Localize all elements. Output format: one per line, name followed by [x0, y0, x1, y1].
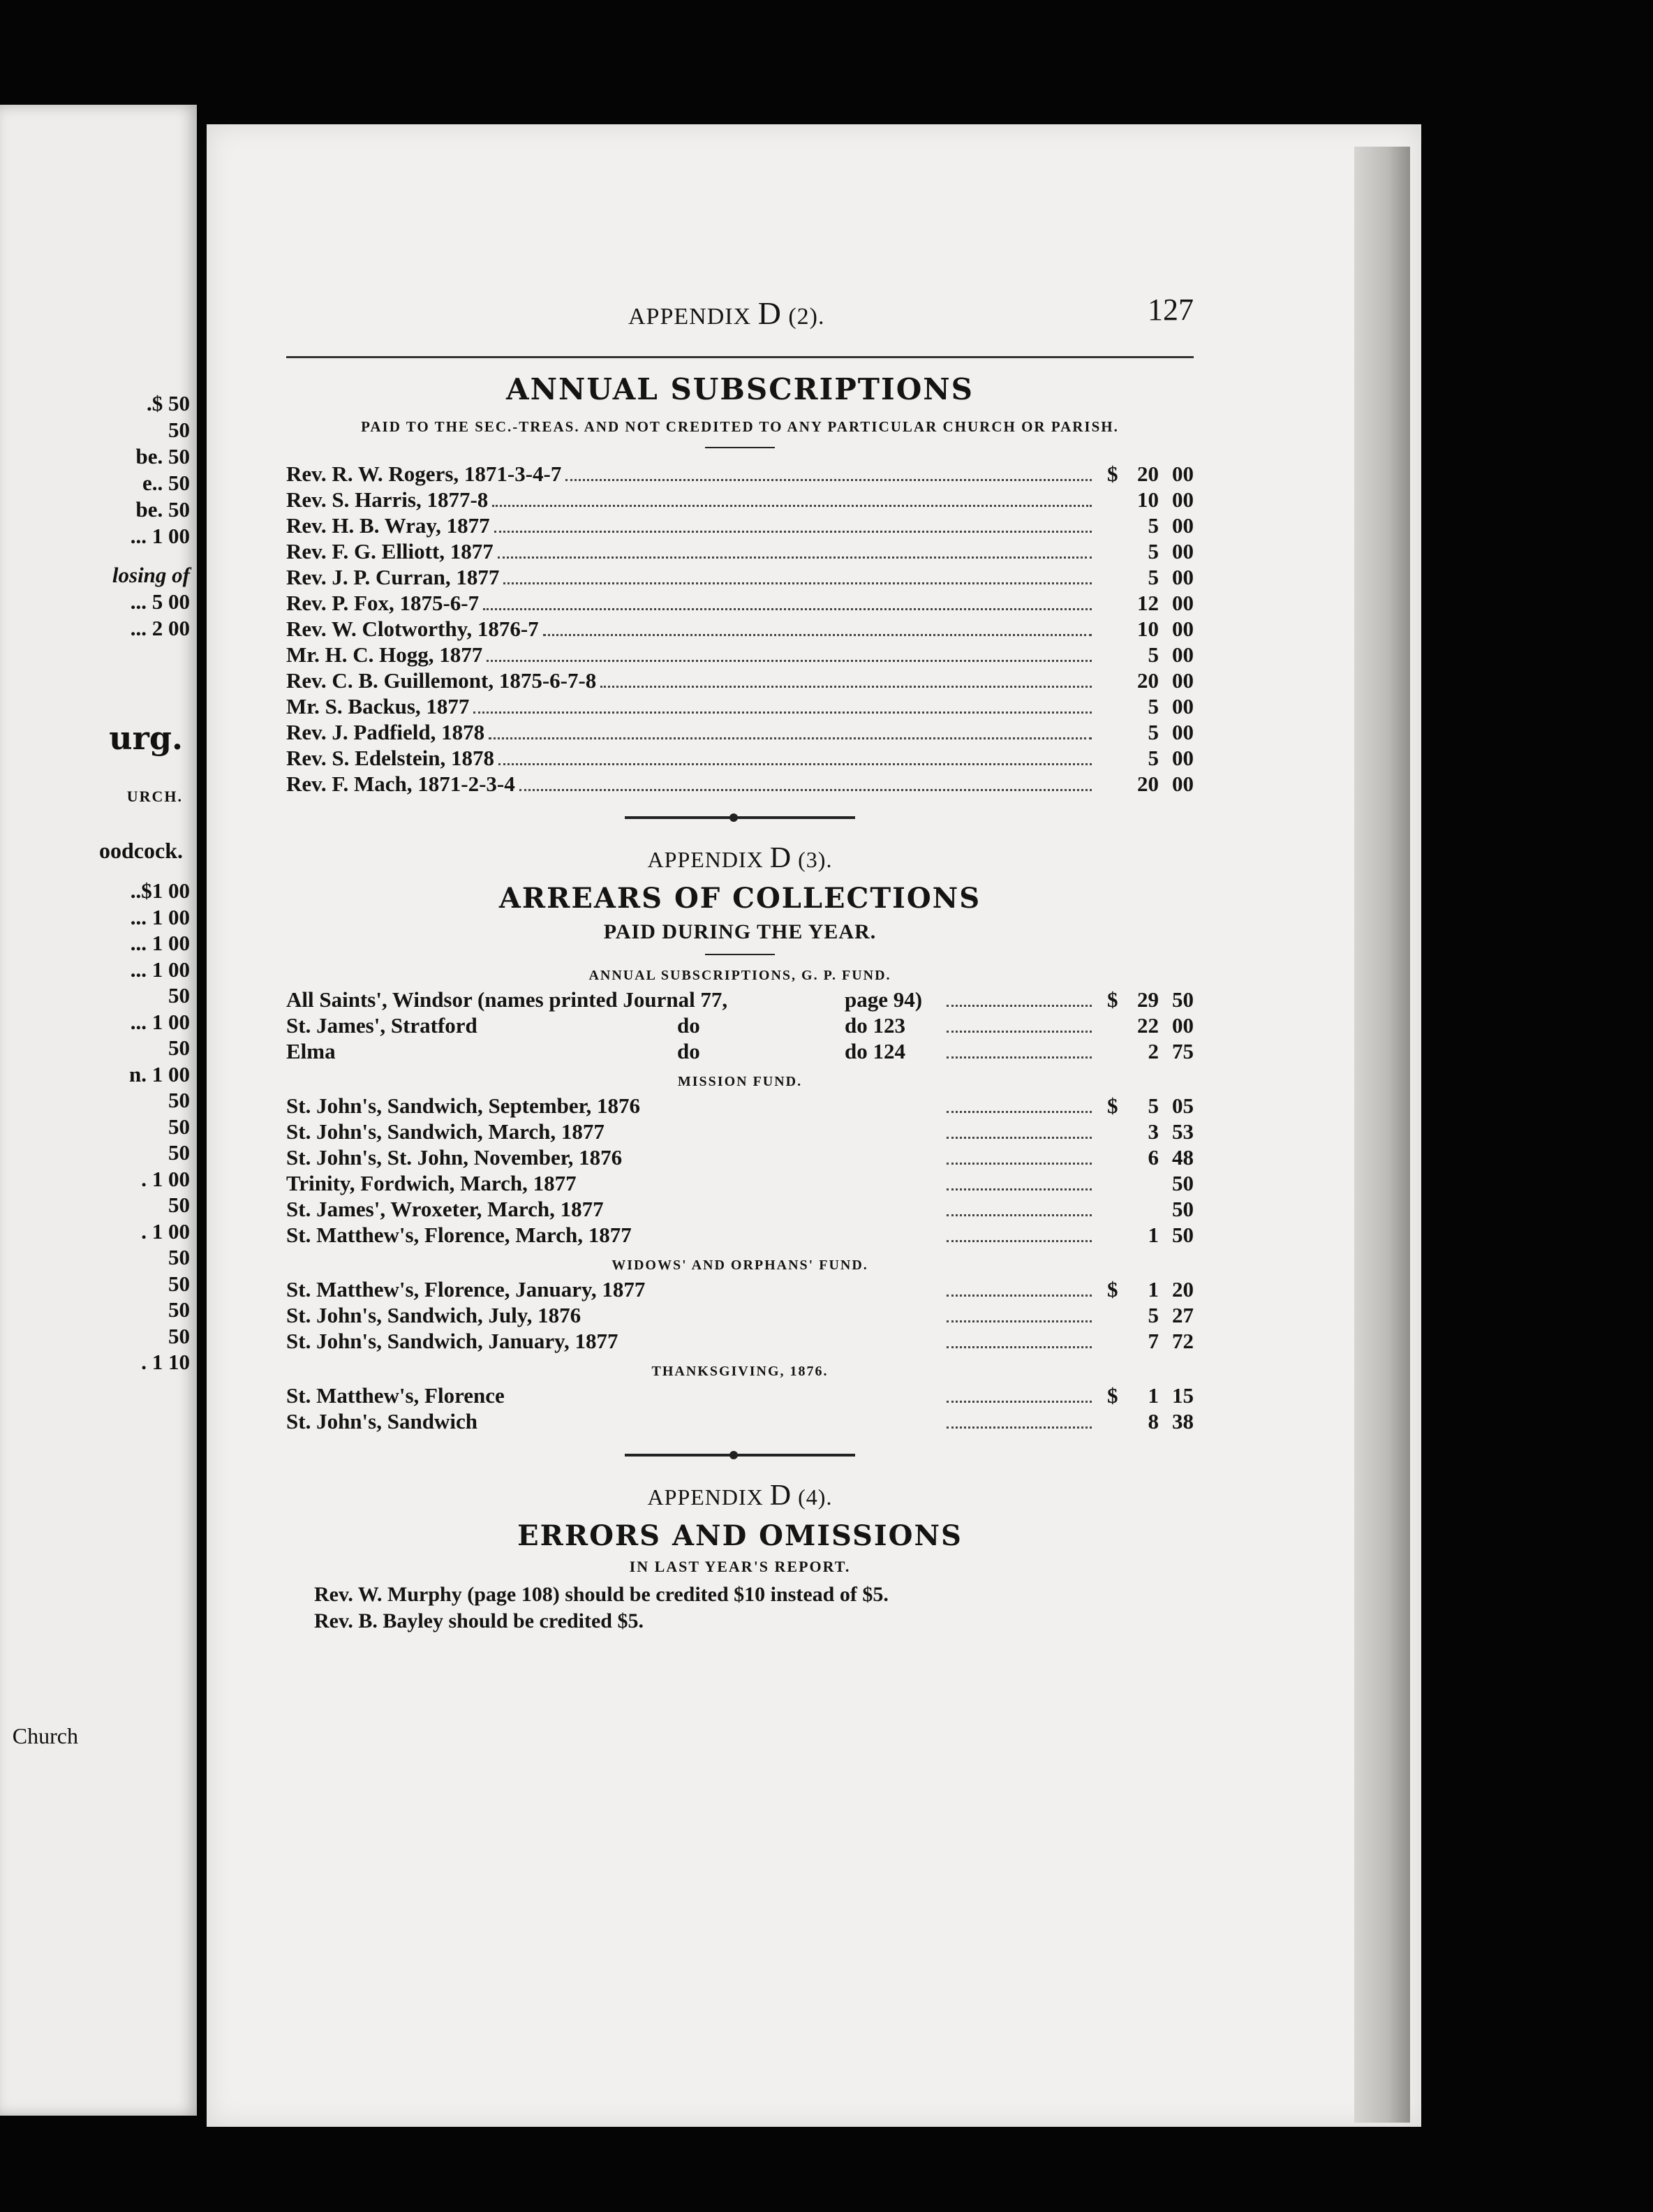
leader-dots	[947, 1413, 1092, 1429]
left-page-church-label: URCH.	[126, 788, 183, 805]
entry-amount	[1096, 1038, 1194, 1064]
list-item	[286, 1382, 1194, 1408]
leader-dots	[498, 749, 1092, 765]
leader-dots	[494, 517, 1092, 533]
leader-dots	[519, 775, 1092, 791]
entry-dollars: 1	[1148, 1277, 1159, 1302]
entry-dollars: 10	[1137, 487, 1159, 512]
leader-dots	[947, 1226, 1092, 1242]
entry-ditto: do	[677, 1039, 700, 1063]
list-item	[286, 1170, 1194, 1196]
running-header-title	[628, 295, 825, 332]
entry-label-group	[286, 1038, 942, 1064]
entry-name: Rev. R. W. Rogers, 1871-3-4-7	[286, 462, 562, 486]
list-item	[286, 1119, 1194, 1144]
running-header-appendix-letter: D	[757, 295, 782, 331]
arrears-subtitle: PAID DURING THE YEAR.	[603, 920, 877, 943]
entry-amount	[1096, 771, 1194, 797]
list-item	[286, 1302, 1194, 1328]
entry-cents: 00	[1172, 1013, 1194, 1038]
entry-cents: 05	[1172, 1093, 1194, 1118]
entry-dollars: 1	[1148, 1383, 1159, 1408]
leader-dots	[947, 1017, 1092, 1033]
entry-name: St. Matthew's, Florence	[286, 1383, 505, 1408]
entry-cents: 00	[1172, 513, 1194, 538]
dollar-sign: $	[1107, 1093, 1118, 1118]
leader-dots	[947, 991, 1092, 1007]
entry-name: St. John's, Sandwich, September, 1876	[286, 1093, 641, 1118]
left-page-line: 50	[168, 983, 190, 1008]
mission-fund-list	[286, 1093, 1194, 1248]
list-item	[286, 1276, 1194, 1302]
entry-cents: 50	[1172, 1171, 1194, 1195]
entry-name: St. John's, St. John, November, 1876	[286, 1145, 623, 1170]
left-page-line: 50	[168, 1140, 190, 1165]
left-page-line: 50	[168, 1035, 190, 1060]
left-page-line: ..$1 00	[130, 878, 190, 903]
leader-dots	[947, 1387, 1092, 1403]
entry-name: Rev. W. Clotworthy, 1876-7	[286, 617, 539, 641]
leader-dots	[947, 1332, 1092, 1348]
entry-name: St. Matthew's, Florence, March, 1877	[286, 1223, 632, 1247]
left-page-line: 50	[168, 1245, 190, 1269]
running-header	[286, 286, 1194, 335]
entry-cents: 00	[1172, 694, 1194, 718]
entry-name: Rev. F. G. Elliott, 1877	[286, 539, 494, 563]
list-item	[286, 513, 1194, 538]
short-rule	[705, 954, 775, 955]
entry-name: St. Matthew's, Florence, January, 1877	[286, 1277, 646, 1302]
left-facing-page	[0, 105, 197, 2116]
leader-dots	[489, 723, 1092, 739]
left-page-line: 50	[168, 1271, 190, 1296]
annual-subscriptions-list	[286, 461, 1194, 797]
widows-fund-heading: WIDOWS' AND ORPHANS' FUND.	[611, 1258, 868, 1273]
left-page-line: ... 1 00	[130, 1009, 190, 1034]
entry-dollars: 5	[1148, 1303, 1159, 1327]
entry-cents: 50	[1172, 1223, 1194, 1247]
list-item	[286, 1328, 1194, 1354]
entry-name: St. John's, Sandwich	[286, 1409, 477, 1433]
left-page-line: be. 50	[135, 497, 190, 522]
left-page-line: ... 5 00	[130, 589, 190, 614]
leader-dots	[503, 568, 1092, 584]
entry-dollars: 5	[1148, 642, 1159, 667]
left-page-heading: urg.	[109, 719, 183, 757]
entry-name: Rev. J. Padfield, 1878	[286, 720, 485, 744]
list-item	[286, 771, 1194, 797]
entry-name: All Saints', Windsor (names printed Journal 77,	[286, 987, 728, 1012]
list-item	[286, 1093, 1194, 1119]
entry-dollars: 5	[1148, 513, 1159, 538]
entry-amount	[1096, 693, 1194, 719]
entry-dollars: 6	[1148, 1145, 1159, 1170]
entry-amount	[1096, 461, 1194, 487]
entry-dollars: 5	[1148, 565, 1159, 589]
left-page-line: ... 1 00	[130, 957, 190, 982]
entry-amount	[1096, 487, 1194, 513]
entry-amount	[1096, 1328, 1194, 1354]
entry-dollars: 8	[1148, 1409, 1159, 1433]
entry-amount	[1096, 1408, 1194, 1434]
left-page-line: ... 2 00	[130, 616, 190, 640]
appendix-d3-num: (3).	[798, 847, 833, 872]
entry-amount	[1096, 1196, 1194, 1222]
dollar-sign: $	[1107, 1277, 1118, 1302]
left-page-line: 50	[168, 1297, 190, 1322]
left-page-line: 50	[168, 1323, 190, 1348]
entry-cents: 00	[1172, 462, 1194, 486]
entry-dollars: 29	[1137, 987, 1159, 1012]
entry-ditto: do	[677, 1013, 700, 1038]
left-page-line: 50	[168, 1193, 190, 1217]
left-page-line: . 1 00	[141, 1218, 190, 1244]
list-item	[286, 1222, 1194, 1248]
gp-fund-list	[286, 987, 1194, 1064]
list-item	[286, 1038, 1194, 1064]
entry-name: St. John's, Sandwich, January, 1877	[286, 1329, 618, 1353]
entry-reference: do 124	[845, 1039, 905, 1063]
entry-dollars: 5	[1148, 746, 1159, 770]
leader-dots	[947, 1306, 1092, 1322]
left-page-line: losing of	[112, 563, 190, 587]
leader-dots	[473, 698, 1092, 714]
entry-name: Rev. C. B. Guillemont, 1875-6-7-8	[286, 668, 597, 693]
leader-dots	[543, 620, 1092, 636]
left-page-line: ... 1 00	[130, 524, 190, 548]
leader-dots	[947, 1097, 1092, 1113]
errors-line: Rev. B. Bayley should be credited $5.	[314, 1609, 644, 1632]
errors-line: Rev. W. Murphy (page 108) should be credited $10 instead of $5.	[314, 1583, 889, 1606]
entry-dollars: 12	[1137, 591, 1159, 615]
leader-dots	[947, 1149, 1092, 1165]
entry-cents: 20	[1172, 1277, 1194, 1302]
list-item	[286, 987, 1194, 1012]
entry-cents: 48	[1172, 1145, 1194, 1170]
entry-amount	[1096, 538, 1194, 564]
left-page-line: e.. 50	[142, 471, 190, 495]
short-rule	[705, 447, 775, 448]
list-item	[286, 461, 1194, 487]
entry-cents: 00	[1172, 591, 1194, 615]
entry-name: St. James', Stratford	[286, 1013, 477, 1038]
list-item	[286, 616, 1194, 642]
entry-cents: 00	[1172, 539, 1194, 563]
entry-name: Rev. H. B. Wray, 1877	[286, 513, 490, 538]
list-item	[286, 1196, 1194, 1222]
left-page-name: oodcock.	[99, 838, 183, 863]
list-item	[286, 590, 1194, 616]
appendix-d4-word: APPENDIX	[647, 1484, 764, 1510]
entry-name: Mr. H. C. Hogg, 1877	[286, 642, 483, 667]
errors-subtitle: IN LAST YEAR'S REPORT.	[629, 1558, 851, 1575]
running-header-appendix-num: (2).	[788, 304, 825, 330]
mission-fund-heading: MISSION FUND.	[677, 1074, 803, 1089]
entry-cents: 50	[1172, 987, 1194, 1012]
entry-dollars: 20	[1137, 462, 1159, 486]
entry-amount	[1096, 745, 1194, 771]
entry-name: St. James', Wroxeter, March, 1877	[286, 1197, 604, 1221]
entry-dollars: 5	[1148, 539, 1159, 563]
annual-subscriptions-title: ANNUAL SUBSCRIPTIONS	[506, 372, 974, 406]
entry-name: Elma	[286, 1039, 336, 1063]
entry-cents: 27	[1172, 1303, 1194, 1327]
entry-dollars: 10	[1137, 617, 1159, 641]
left-page-line: . 1 00	[141, 1166, 190, 1191]
entry-cents: 00	[1172, 720, 1194, 744]
page-edge	[1354, 147, 1410, 2123]
entry-dollars: 3	[1148, 1119, 1159, 1144]
entry-name: Rev. J. P. Curran, 1877	[286, 565, 500, 589]
list-item	[286, 487, 1194, 513]
entry-cents: 38	[1172, 1409, 1194, 1433]
appendix-d4-num: (4).	[798, 1484, 833, 1510]
appendix-d3-word: APPENDIX	[647, 847, 764, 872]
entry-name: Rev. S. Edelstein, 1878	[286, 746, 494, 770]
entry-amount	[1096, 513, 1194, 538]
arrears-title: ARREARS OF COLLECTIONS	[498, 882, 981, 915]
entry-dollars: 5	[1148, 720, 1159, 744]
entry-label-group	[286, 987, 942, 1012]
entry-amount	[1096, 987, 1194, 1012]
leader-dots	[492, 491, 1092, 507]
entry-cents: 00	[1172, 772, 1194, 796]
left-page-line: 50	[168, 1114, 190, 1139]
errors-title: ERRORS AND OMISSIONS	[517, 1519, 963, 1552]
entry-reference: do 123	[845, 1013, 905, 1038]
list-item	[286, 1012, 1194, 1038]
leader-dots	[947, 1174, 1092, 1190]
left-page-line: ... 1 00	[130, 904, 190, 929]
entry-dollars: 1	[1148, 1223, 1159, 1247]
appendix-d3-heading	[286, 841, 1194, 875]
entry-amount	[1096, 668, 1194, 693]
left-page-line: . 1 10	[141, 1350, 190, 1374]
list-item	[286, 745, 1194, 771]
entry-name: Rev. P. Fox, 1875-6-7	[286, 591, 480, 615]
list-item	[286, 668, 1194, 693]
entry-amount	[1096, 719, 1194, 745]
entry-amount	[1096, 1222, 1194, 1248]
entry-cents: 00	[1172, 668, 1194, 693]
entry-amount	[1096, 590, 1194, 616]
left-page-line: be. 50	[135, 444, 190, 469]
entry-amount	[1096, 616, 1194, 642]
list-item	[286, 1408, 1194, 1434]
entry-amount	[1096, 1012, 1194, 1038]
ornament-divider	[625, 1451, 855, 1458]
left-page-line: 50	[168, 1088, 190, 1112]
entry-dollars: 2	[1148, 1039, 1159, 1063]
entry-amount	[1096, 642, 1194, 668]
header-rule	[286, 356, 1194, 358]
entry-dollars: 5	[1148, 694, 1159, 718]
errors-list	[314, 1581, 1194, 1635]
page-content	[286, 286, 1194, 1635]
annual-subscriptions-subtitle: PAID TO THE SEC.-TREAS. AND NOT CREDITED TO ANY PARTICULAR CHURCH OR PARISH.	[361, 418, 1119, 435]
list-item	[286, 538, 1194, 564]
appendix-d4-letter: D	[769, 1480, 792, 1512]
left-page-line: n. 1 00	[129, 1061, 190, 1086]
ornament-divider	[625, 813, 855, 820]
left-page-line: ... 1 00	[130, 931, 190, 955]
list-item	[286, 1144, 1194, 1170]
leader-dots	[947, 1200, 1092, 1216]
entry-dollars: 22	[1137, 1013, 1159, 1038]
thanksgiving-list	[286, 1382, 1194, 1434]
entry-name: Trinity, Fordwich, March, 1877	[286, 1171, 577, 1195]
entry-cents: 15	[1172, 1383, 1194, 1408]
entry-cents: 53	[1172, 1119, 1194, 1144]
entry-amount	[1096, 1170, 1194, 1196]
appendix-d4-heading	[286, 1479, 1194, 1512]
leader-dots	[600, 672, 1092, 688]
entry-name: Mr. S. Backus, 1877	[286, 694, 470, 718]
dollar-sign: $	[1107, 987, 1118, 1012]
leader-dots	[487, 646, 1092, 662]
entry-cents: 72	[1172, 1329, 1194, 1353]
list-item	[286, 642, 1194, 668]
entry-name: St. John's, Sandwich, July, 1876	[286, 1303, 581, 1327]
left-page-line: .$ 50	[147, 391, 190, 415]
running-header-appendix-word: APPENDIX	[628, 304, 752, 330]
list-item	[286, 693, 1194, 719]
left-page-footer: Church	[12, 1723, 78, 1748]
entry-cents: 50	[1172, 1197, 1194, 1221]
list-item	[286, 719, 1194, 745]
entry-dollars: 20	[1137, 668, 1159, 693]
entry-amount	[1096, 1302, 1194, 1328]
gp-fund-heading: ANNUAL SUBSCRIPTIONS, G. P. FUND.	[588, 968, 891, 983]
leader-dots	[565, 465, 1092, 481]
entry-label-group	[286, 1012, 942, 1038]
entry-amount	[1096, 1093, 1194, 1119]
entry-amount	[1096, 1276, 1194, 1302]
entry-name: St. John's, Sandwich, March, 1877	[286, 1119, 605, 1144]
entry-amount	[1096, 1382, 1194, 1408]
entry-name: Rev. F. Mach, 1871-2-3-4	[286, 772, 515, 796]
leader-dots	[947, 1281, 1092, 1297]
entry-cents: 75	[1172, 1039, 1194, 1063]
entry-amount	[1096, 564, 1194, 590]
entry-cents: 00	[1172, 642, 1194, 667]
entry-amount	[1096, 1119, 1194, 1144]
entry-reference: page 94)	[845, 987, 923, 1012]
leader-dots	[947, 1123, 1092, 1139]
leader-dots	[947, 1042, 1092, 1059]
entry-cents: 00	[1172, 565, 1194, 589]
leader-dots	[498, 543, 1092, 559]
entry-cents: 00	[1172, 746, 1194, 770]
dollar-sign: $	[1107, 462, 1118, 486]
dollar-sign: $	[1107, 1383, 1118, 1408]
entry-cents: 00	[1172, 487, 1194, 512]
entry-dollars: 5	[1148, 1093, 1159, 1118]
entry-name: Rev. S. Harris, 1877-8	[286, 487, 489, 512]
appendix-d3-letter: D	[769, 842, 792, 874]
widows-fund-list	[286, 1276, 1194, 1354]
entry-dollars: 20	[1137, 772, 1159, 796]
leader-dots	[483, 594, 1092, 610]
page-number: 127	[1148, 293, 1194, 327]
thanksgiving-heading: THANKSGIVING, 1876.	[651, 1364, 829, 1379]
arrears-sections	[286, 968, 1194, 1434]
list-item	[286, 564, 1194, 590]
entry-amount	[1096, 1144, 1194, 1170]
entry-dollars: 7	[1148, 1329, 1159, 1353]
left-page-line: 50	[168, 418, 190, 442]
entry-cents: 00	[1172, 617, 1194, 641]
